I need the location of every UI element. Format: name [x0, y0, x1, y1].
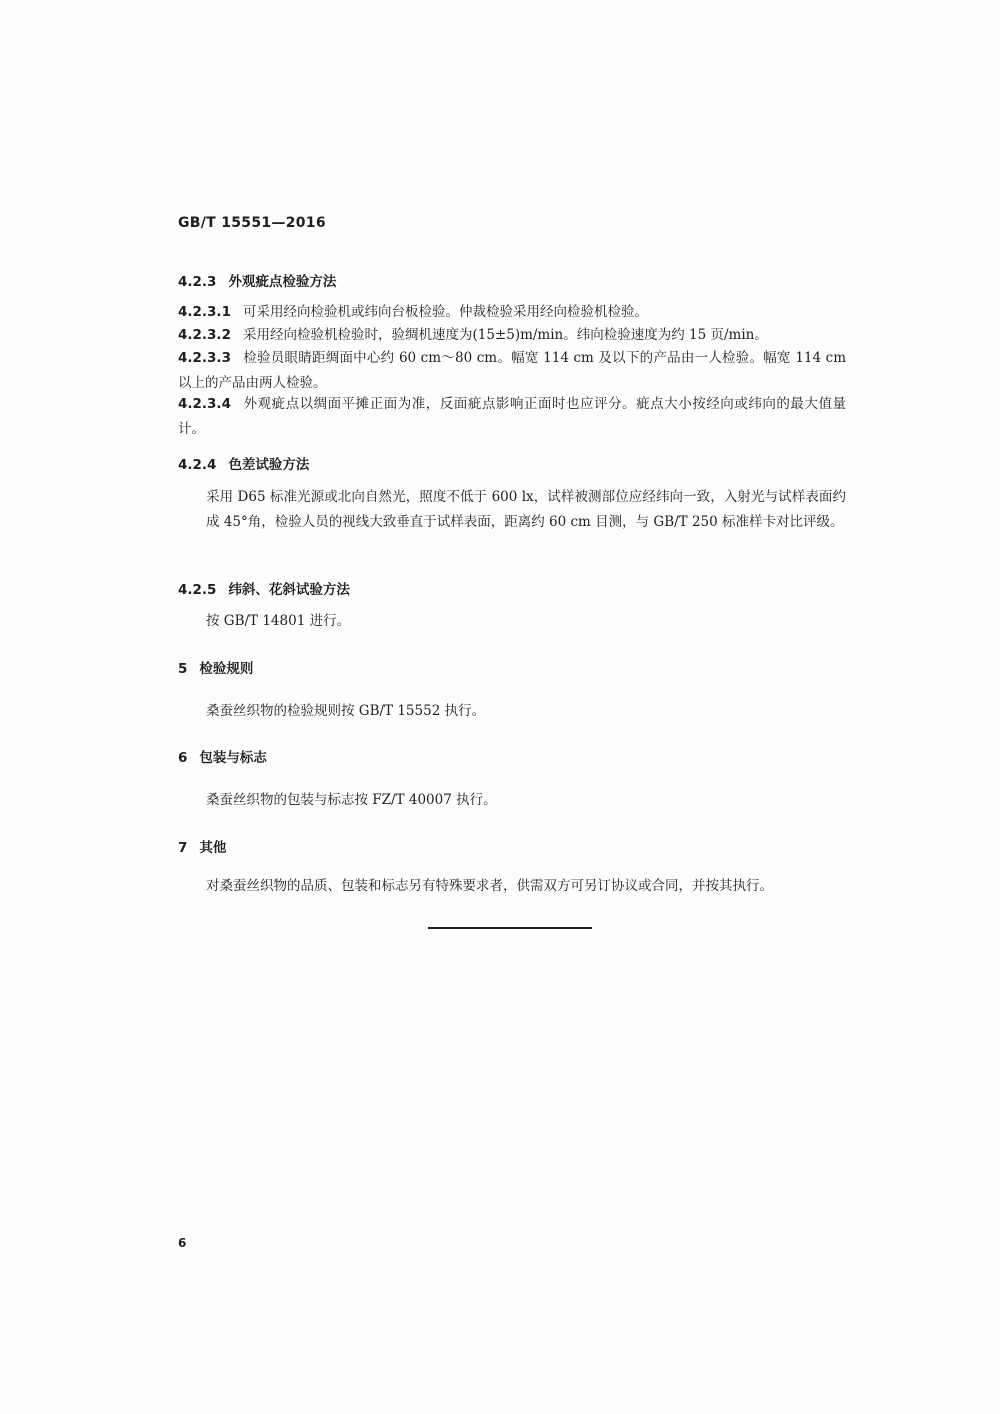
- section-title: 其他: [199, 840, 227, 856]
- section-body-5: 桑蚕丝织物的检验规则按 GB/T 15552 执行。: [206, 703, 486, 719]
- clause-4-2-3-4: [178, 392, 846, 442]
- section-title: 纬斜、花斜试验方法: [228, 582, 350, 598]
- section-number: 6: [178, 750, 188, 766]
- clause-text: 检验员眼睛距绸面中心约 60 cm～80 cm。幅宽 114 cm 及以下的产品由一人检验。幅宽 114 cm 以上的产品由两人检验。: [178, 350, 846, 391]
- clause-number: 4.2.3.2: [178, 327, 231, 343]
- section-title: 色差试验方法: [228, 457, 310, 473]
- end-of-document-rule: [428, 927, 592, 929]
- clause-number: 4.2.3.4: [178, 396, 231, 412]
- section-body-4-2-4: 采用 D65 标准光源或北向自然光，照度不低于 600 lx，试样被测部位应经纬向一致，入射光与试样表面约成 45°角，检验人员的视线大致垂直于试样表面，距离约 60 cm 目测，与 GB/T 250 标准样卡对比评级。: [206, 489, 846, 530]
- document-code: GB/T 15551—2016: [178, 215, 326, 231]
- section-title: 包装与标志: [199, 750, 267, 766]
- clause-number: 4.2.3.3: [178, 350, 231, 366]
- clause-number: 4.2.3.1: [178, 304, 231, 320]
- section-heading-4-2-3: [178, 270, 336, 290]
- section-heading-5: [178, 657, 253, 677]
- clause-text: 采用经向检验机检验时，验绸机速度为(15±5)m/min。纬向检验速度为约 15 页/min。: [242, 327, 768, 343]
- section-body-4-2-5: 按 GB/T 14801 进行。: [206, 613, 351, 629]
- section-body-6: 桑蚕丝织物的包装与标志按 FZ/T 40007 执行。: [206, 792, 497, 808]
- section-heading-6: [178, 746, 267, 766]
- section-heading-4-2-5: [178, 578, 350, 598]
- clause-text: 外观疵点以绸面平摊正面为准，反面疵点影响正面时也应评分。疵点大小按经向或纬向的最大值量计。: [178, 396, 846, 437]
- section-number: 4.2.3: [178, 274, 217, 290]
- section-title: 外观疵点检验方法: [228, 274, 337, 290]
- section-title: 检验规则: [199, 661, 254, 677]
- clause-4-2-3-1: [178, 300, 846, 325]
- clause-text: 可采用经向检验机或纬向台板检验。仲裁检验采用经向检验机检验。: [242, 304, 648, 320]
- section-number: 5: [178, 661, 188, 677]
- page-number: 6: [178, 1236, 187, 1250]
- section-number: 4.2.5: [178, 582, 217, 598]
- section-number: 7: [178, 840, 188, 856]
- clause-4-2-3-2: [178, 323, 846, 348]
- section-number: 4.2.4: [178, 457, 217, 473]
- clause-4-2-3-3: [178, 346, 846, 396]
- section-heading-7: [178, 836, 226, 856]
- section-heading-4-2-4: [178, 453, 309, 473]
- section-body-7: 对桑蚕丝织物的品质、包装和标志另有特殊要求者，供需双方可另订协议或合同，并按其执行。: [206, 878, 773, 894]
